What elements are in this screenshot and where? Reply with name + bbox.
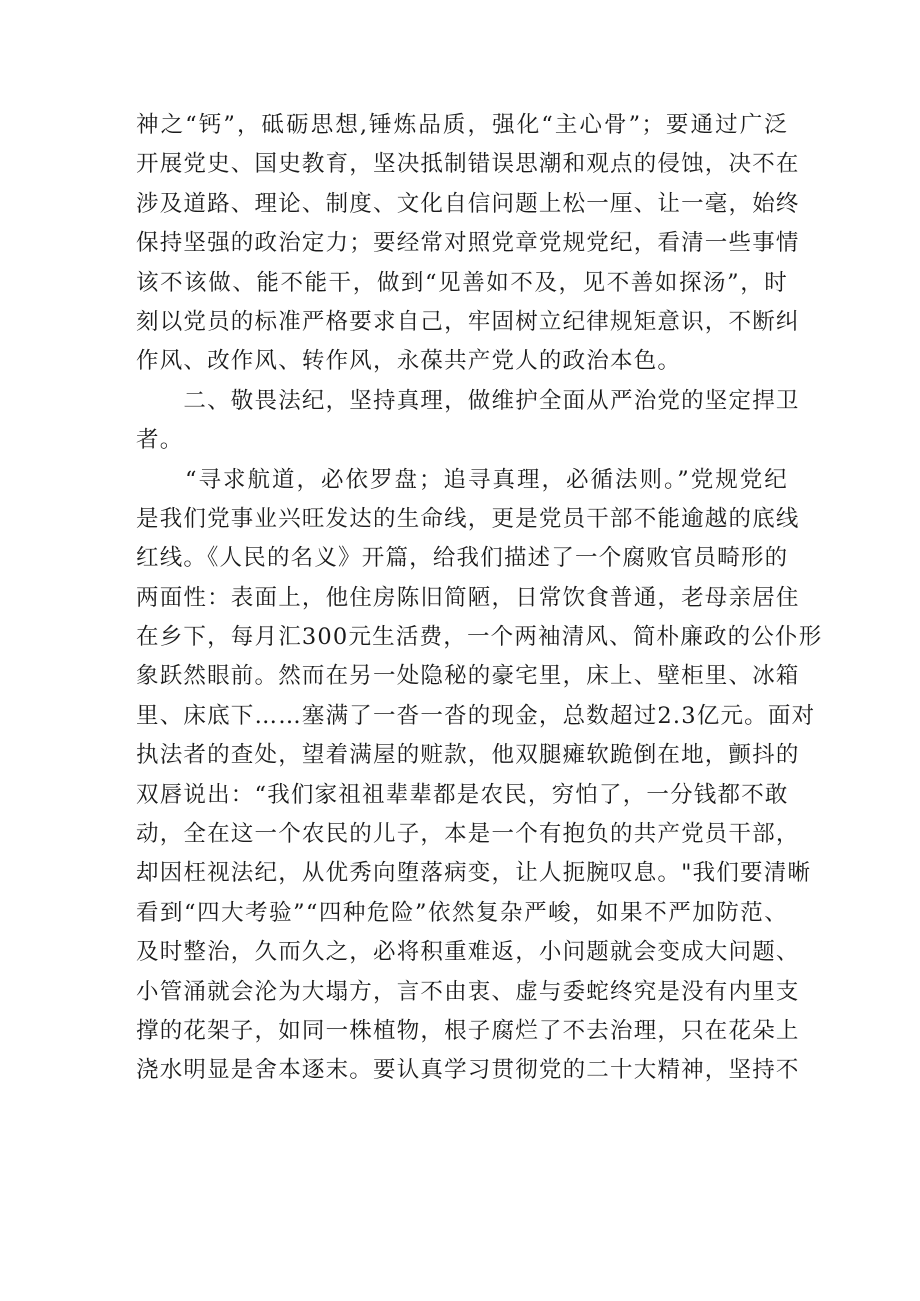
text-line: 涉及道路、理论、制度、文化自信问题上松一厘、让一毫，始终 [136,190,800,217]
text-line: 红线。《人民的名义》开篇，给我们描述了一个腐败官员畸形的 [136,545,789,572]
text-line: 及时整治，久而久之，必将积重难返，小问题就会变成大问题、 [136,939,800,966]
text-line: 神之“钙”，砥砺思想,锤炼品质，强化“主心骨”；要通过广泛 [136,112,788,138]
text-line: 却因枉视法纪，从优秀向堕落病变，让人扼腕叹息。"我们要清晰 [136,860,812,887]
text-line: 是我们党事业兴旺发达的生命线，更是党员干部不能逾越的底线 [136,505,800,532]
body-text [136,106,823,1091]
text-line: 开展党史、国史教育，坚决抵制错误思潮和观点的侵蚀，决不在 [136,151,800,178]
text-line: 里、床底下……塞满了一沓一沓的现金，总数超过2.3亿元。面对 [136,702,816,729]
text-line: “寻求航道，必依罗盘；追寻真理，必循法则。”党规党纪 [136,466,788,493]
text-line: 浇水明显是舍本逐末。要认真学习贯彻党的二十大精神，坚持不 [136,1057,800,1084]
text-line: 刻以党员的标准严格要求自己，牢固树立纪律规矩意识，不断纠 [136,308,800,335]
text-line: 看到“四大考验”“四种危险”依然复杂严峻，如果不严加防范、 [136,899,788,926]
text-line: 象跃然眼前。然而在另一处隐秘的豪宅里，床上、壁柜里、冰箱 [136,663,800,690]
text-line: 动，全在这一个农民的儿子，本是一个有抱负的共产党员干部， [136,821,800,848]
text-line: 两面性：表面上，他住房陈旧简陋，日常饮食普通，老母亲居住 [136,584,800,611]
text-line: 该不该做、能不能干，做到“见善如不及，见不善如探汤”，时 [136,269,788,296]
text-line: 保持坚强的政治定力；要经常对照党章党规党纪，看清一些事情 [136,230,800,257]
text-line: 小管涌就会沦为大塌方，言不由衷、虚与委蛇终究是没有内里支 [136,978,800,1005]
text-line: 作风、改作风、转作风，永葆共产党人的政治本色。 [136,348,682,375]
section-heading-line: 者。 [136,427,184,454]
text-line: 撑的花架子，如同一株植物，根子腐烂了不去治理，只在花朵上 [136,1017,800,1044]
text-line: 双唇说出：“我们家祖祖辈辈都是农民，穷怕了，一分钱都不敢 [136,781,789,808]
text-line: 在乡下，每月汇300元生活费，一个两袖清风、简朴廉政的公仆形 [136,624,823,651]
text-line: 执法者的查处，望着满屋的赃款，他双腿瘫软跪倒在地，颤抖的 [136,742,800,769]
section-heading-line: 二、敬畏法纪，坚持真理，做维护全面从严治党的坚定捍卫 [136,387,800,414]
